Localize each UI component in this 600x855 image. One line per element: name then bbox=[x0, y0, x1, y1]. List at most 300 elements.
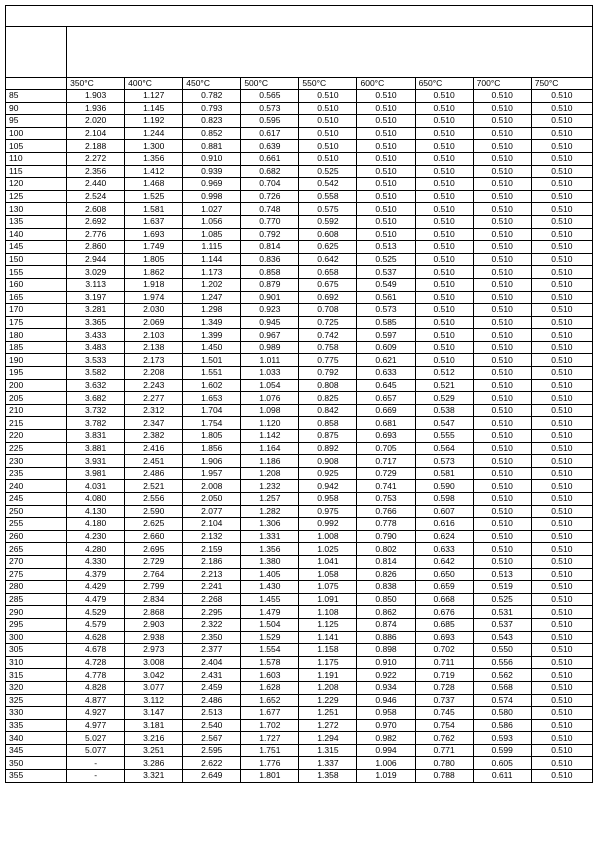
value-cell: 0.836 bbox=[241, 253, 299, 266]
value-cell: 0.788 bbox=[415, 770, 473, 783]
value-cell: 0.574 bbox=[473, 694, 531, 707]
value-cell: 3.782 bbox=[67, 417, 125, 430]
value-cell: 0.967 bbox=[241, 329, 299, 342]
value-cell: 0.573 bbox=[357, 304, 415, 317]
value-cell: 0.510 bbox=[531, 178, 592, 191]
value-cell: 0.565 bbox=[241, 90, 299, 103]
value-cell: 0.633 bbox=[415, 543, 473, 556]
value-cell: 2.595 bbox=[183, 744, 241, 757]
row-key-cell: 145 bbox=[6, 241, 67, 254]
row-key-cell: 285 bbox=[6, 593, 67, 606]
row-key-cell: 235 bbox=[6, 467, 67, 480]
value-cell: 0.717 bbox=[357, 455, 415, 468]
table-row bbox=[6, 367, 593, 380]
value-cell: 0.910 bbox=[183, 152, 241, 165]
value-cell: 1.603 bbox=[241, 669, 299, 682]
value-cell: 0.525 bbox=[357, 253, 415, 266]
value-cell: 0.510 bbox=[299, 127, 357, 140]
value-cell: 5.077 bbox=[67, 744, 125, 757]
value-cell: 0.510 bbox=[473, 493, 531, 506]
value-cell: 2.186 bbox=[183, 555, 241, 568]
value-cell: 2.347 bbox=[125, 417, 183, 430]
value-cell: 1.677 bbox=[241, 707, 299, 720]
value-cell: 1.091 bbox=[299, 593, 357, 606]
table-row bbox=[6, 392, 593, 405]
row-key-cell: 135 bbox=[6, 215, 67, 228]
value-cell: 0.898 bbox=[357, 644, 415, 657]
value-cell: 0.573 bbox=[241, 102, 299, 115]
value-cell: 0.510 bbox=[531, 253, 592, 266]
value-cell: 2.241 bbox=[183, 581, 241, 594]
value-cell: 1.628 bbox=[241, 681, 299, 694]
value-cell: 1.581 bbox=[125, 203, 183, 216]
value-cell: 3.112 bbox=[125, 694, 183, 707]
value-cell: 2.104 bbox=[183, 518, 241, 531]
table-row bbox=[6, 278, 593, 291]
value-cell: 0.597 bbox=[357, 329, 415, 342]
value-cell: 4.678 bbox=[67, 644, 125, 657]
value-cell: 0.939 bbox=[183, 165, 241, 178]
value-cell: 0.970 bbox=[357, 719, 415, 732]
value-cell: 0.531 bbox=[473, 606, 531, 619]
value-cell: 1.300 bbox=[125, 140, 183, 153]
value-cell: 0.908 bbox=[299, 455, 357, 468]
value-cell: 1.229 bbox=[299, 694, 357, 707]
table-row bbox=[6, 404, 593, 417]
value-cell: 0.510 bbox=[299, 140, 357, 153]
table-row bbox=[6, 467, 593, 480]
value-cell: 0.692 bbox=[299, 291, 357, 304]
row-key-cell: 150 bbox=[6, 253, 67, 266]
value-cell: 2.431 bbox=[183, 669, 241, 682]
value-cell: 1.192 bbox=[125, 115, 183, 128]
value-cell: 2.243 bbox=[125, 379, 183, 392]
row-key-cell: 335 bbox=[6, 719, 67, 732]
value-cell: 5.027 bbox=[67, 732, 125, 745]
value-cell: 2.050 bbox=[183, 493, 241, 506]
table-row bbox=[6, 581, 593, 594]
value-cell: 0.510 bbox=[473, 90, 531, 103]
value-cell: 2.622 bbox=[183, 757, 241, 770]
value-cell: 0.946 bbox=[357, 694, 415, 707]
header-corner-cell bbox=[6, 27, 67, 78]
value-cell: 0.510 bbox=[473, 467, 531, 480]
value-cell: 0.510 bbox=[357, 127, 415, 140]
value-cell: 3.286 bbox=[125, 757, 183, 770]
value-cell: 0.650 bbox=[415, 568, 473, 581]
temperature-header-cell: 500°C bbox=[241, 78, 299, 90]
value-cell: 0.775 bbox=[299, 354, 357, 367]
value-cell: 0.616 bbox=[415, 518, 473, 531]
value-cell: 0.510 bbox=[531, 190, 592, 203]
value-cell: 1.251 bbox=[299, 707, 357, 720]
value-cell: 1.754 bbox=[183, 417, 241, 430]
value-cell: 1.006 bbox=[357, 757, 415, 770]
value-cell: 0.510 bbox=[531, 593, 592, 606]
value-cell: 0.510 bbox=[531, 455, 592, 468]
value-cell: 2.486 bbox=[183, 694, 241, 707]
value-cell: 0.510 bbox=[415, 90, 473, 103]
value-cell: 0.881 bbox=[183, 140, 241, 153]
value-cell: 4.579 bbox=[67, 618, 125, 631]
value-cell: 2.404 bbox=[183, 656, 241, 669]
row-key-cell: 255 bbox=[6, 518, 67, 531]
value-cell: 0.561 bbox=[357, 291, 415, 304]
value-cell: 3.216 bbox=[125, 732, 183, 745]
value-cell: 0.605 bbox=[473, 757, 531, 770]
value-cell: 0.592 bbox=[299, 215, 357, 228]
row-key-cell: 90 bbox=[6, 102, 67, 115]
value-cell: 0.510 bbox=[531, 555, 592, 568]
row-key-cell: 160 bbox=[6, 278, 67, 291]
value-cell: 1.294 bbox=[299, 732, 357, 745]
data-table bbox=[5, 5, 593, 783]
table-row bbox=[6, 102, 593, 115]
table-row bbox=[6, 165, 593, 178]
value-cell: 3.113 bbox=[67, 278, 125, 291]
table-row bbox=[6, 241, 593, 254]
value-cell: 1.704 bbox=[183, 404, 241, 417]
value-cell: 2.764 bbox=[125, 568, 183, 581]
value-cell: 1.173 bbox=[183, 266, 241, 279]
value-cell: 0.510 bbox=[531, 90, 592, 103]
value-cell: 4.130 bbox=[67, 505, 125, 518]
value-cell: 2.020 bbox=[67, 115, 125, 128]
value-cell: 0.510 bbox=[531, 719, 592, 732]
value-cell: 2.268 bbox=[183, 593, 241, 606]
value-cell: 4.479 bbox=[67, 593, 125, 606]
value-cell: 0.910 bbox=[357, 656, 415, 669]
value-cell: 1.008 bbox=[299, 530, 357, 543]
value-cell: 0.510 bbox=[473, 190, 531, 203]
value-cell: 0.958 bbox=[299, 493, 357, 506]
value-cell: 1.455 bbox=[241, 593, 299, 606]
value-cell: 0.858 bbox=[299, 417, 357, 430]
value-cell: 0.510 bbox=[473, 102, 531, 115]
value-cell: 2.938 bbox=[125, 631, 183, 644]
value-cell: 0.510 bbox=[531, 404, 592, 417]
value-cell: 1.208 bbox=[299, 681, 357, 694]
value-cell: 3.483 bbox=[67, 341, 125, 354]
value-cell: 1.033 bbox=[241, 367, 299, 380]
value-cell: 0.580 bbox=[473, 707, 531, 720]
value-cell: 1.405 bbox=[241, 568, 299, 581]
table-row bbox=[6, 744, 593, 757]
value-cell: 2.540 bbox=[183, 719, 241, 732]
value-cell: 3.321 bbox=[125, 770, 183, 783]
value-cell: 4.778 bbox=[67, 669, 125, 682]
value-cell: 2.695 bbox=[125, 543, 183, 556]
value-cell: 2.903 bbox=[125, 618, 183, 631]
value-cell: 3.732 bbox=[67, 404, 125, 417]
temperature-header-cell: 350°C bbox=[67, 78, 125, 90]
row-key-cell: 325 bbox=[6, 694, 67, 707]
value-cell: 0.668 bbox=[415, 593, 473, 606]
value-cell: 0.510 bbox=[473, 354, 531, 367]
value-cell: 4.180 bbox=[67, 518, 125, 531]
value-cell: 0.510 bbox=[473, 152, 531, 165]
value-cell: 1.125 bbox=[299, 618, 357, 631]
value-cell: 0.575 bbox=[299, 203, 357, 216]
table-row bbox=[6, 140, 593, 153]
value-cell: 1.501 bbox=[183, 354, 241, 367]
temperature-header-corner bbox=[6, 78, 67, 90]
row-key-cell: 95 bbox=[6, 115, 67, 128]
table-row bbox=[6, 732, 593, 745]
value-cell: 0.748 bbox=[241, 203, 299, 216]
value-cell: 2.608 bbox=[67, 203, 125, 216]
value-cell: 0.510 bbox=[473, 392, 531, 405]
value-cell: 0.625 bbox=[299, 241, 357, 254]
value-cell: 0.510 bbox=[531, 115, 592, 128]
value-cell: 2.590 bbox=[125, 505, 183, 518]
value-cell: 0.814 bbox=[241, 241, 299, 254]
value-cell: 0.510 bbox=[473, 379, 531, 392]
value-cell: 0.510 bbox=[531, 102, 592, 115]
value-cell: 0.770 bbox=[241, 215, 299, 228]
value-cell: 2.103 bbox=[125, 329, 183, 342]
value-cell: 0.510 bbox=[531, 480, 592, 493]
value-cell: 0.510 bbox=[357, 190, 415, 203]
value-cell: 2.077 bbox=[183, 505, 241, 518]
value-cell: 3.251 bbox=[125, 744, 183, 757]
value-cell: 2.377 bbox=[183, 644, 241, 657]
value-cell: 4.877 bbox=[67, 694, 125, 707]
value-cell: 0.792 bbox=[299, 367, 357, 380]
table-row bbox=[6, 379, 593, 392]
value-cell: 0.510 bbox=[531, 732, 592, 745]
value-cell: 0.923 bbox=[241, 304, 299, 317]
value-cell: 0.521 bbox=[415, 379, 473, 392]
row-key-cell: 250 bbox=[6, 505, 67, 518]
value-cell: 4.230 bbox=[67, 530, 125, 543]
value-cell: 1.380 bbox=[241, 555, 299, 568]
value-cell: 4.080 bbox=[67, 493, 125, 506]
value-cell: 1.805 bbox=[125, 253, 183, 266]
value-cell: 0.510 bbox=[415, 304, 473, 317]
value-cell: 0.573 bbox=[415, 455, 473, 468]
value-cell: 1.337 bbox=[299, 757, 357, 770]
value-cell: 0.510 bbox=[415, 178, 473, 191]
value-cell: 0.510 bbox=[473, 442, 531, 455]
value-cell: 4.330 bbox=[67, 555, 125, 568]
value-cell: 1.208 bbox=[241, 467, 299, 480]
value-cell: 0.758 bbox=[299, 341, 357, 354]
value-cell: 0.568 bbox=[473, 681, 531, 694]
row-key-cell: 170 bbox=[6, 304, 67, 317]
value-cell: 1.751 bbox=[241, 744, 299, 757]
value-cell: 1.315 bbox=[299, 744, 357, 757]
value-cell: 0.525 bbox=[299, 165, 357, 178]
value-cell: 0.510 bbox=[473, 543, 531, 556]
table-row bbox=[6, 203, 593, 216]
value-cell: 0.510 bbox=[415, 215, 473, 228]
value-cell: 0.510 bbox=[473, 367, 531, 380]
table-title-cell bbox=[6, 6, 593, 27]
value-cell: 0.510 bbox=[415, 341, 473, 354]
value-cell: 0.510 bbox=[531, 442, 592, 455]
value-cell: 0.510 bbox=[531, 493, 592, 506]
value-cell: 2.556 bbox=[125, 493, 183, 506]
value-cell: 1.027 bbox=[183, 203, 241, 216]
value-cell: 0.510 bbox=[531, 291, 592, 304]
value-cell: 0.510 bbox=[531, 467, 592, 480]
value-cell: 0.547 bbox=[415, 417, 473, 430]
value-cell: 0.728 bbox=[415, 681, 473, 694]
value-cell: 0.609 bbox=[357, 341, 415, 354]
value-cell: 0.564 bbox=[415, 442, 473, 455]
table-body bbox=[6, 6, 593, 783]
value-cell: 0.555 bbox=[415, 430, 473, 443]
value-cell: 0.510 bbox=[415, 203, 473, 216]
value-cell: 0.510 bbox=[531, 606, 592, 619]
value-cell: 4.927 bbox=[67, 707, 125, 720]
table-title-row bbox=[6, 6, 593, 27]
value-cell: 0.558 bbox=[299, 190, 357, 203]
value-cell: 0.510 bbox=[473, 505, 531, 518]
value-cell: 0.510 bbox=[531, 543, 592, 556]
value-cell: 1.551 bbox=[183, 367, 241, 380]
table-row bbox=[6, 90, 593, 103]
value-cell: 0.705 bbox=[357, 442, 415, 455]
value-cell: 1.011 bbox=[241, 354, 299, 367]
value-cell: 2.973 bbox=[125, 644, 183, 657]
value-cell: 1.358 bbox=[299, 770, 357, 783]
value-cell: 0.510 bbox=[357, 90, 415, 103]
value-cell: 0.624 bbox=[415, 530, 473, 543]
value-cell: 0.874 bbox=[357, 618, 415, 631]
table-row bbox=[6, 505, 593, 518]
value-cell: 1.054 bbox=[241, 379, 299, 392]
value-cell: 0.862 bbox=[357, 606, 415, 619]
temperature-header-row bbox=[6, 78, 593, 90]
value-cell: 0.510 bbox=[299, 115, 357, 128]
value-cell: 1.041 bbox=[299, 555, 357, 568]
table-row bbox=[6, 228, 593, 241]
value-cell: 0.513 bbox=[473, 568, 531, 581]
value-cell: 1.349 bbox=[183, 316, 241, 329]
value-cell: 2.138 bbox=[125, 341, 183, 354]
row-key-cell: 240 bbox=[6, 480, 67, 493]
value-cell: 2.459 bbox=[183, 681, 241, 694]
table-row bbox=[6, 681, 593, 694]
value-cell: 1.186 bbox=[241, 455, 299, 468]
value-cell: 0.510 bbox=[531, 392, 592, 405]
value-cell: 0.693 bbox=[357, 430, 415, 443]
table-row bbox=[6, 518, 593, 531]
value-cell: 0.792 bbox=[241, 228, 299, 241]
value-cell: 0.790 bbox=[357, 530, 415, 543]
value-cell: 1.244 bbox=[125, 127, 183, 140]
value-cell: 0.538 bbox=[415, 404, 473, 417]
value-cell: 0.510 bbox=[299, 90, 357, 103]
value-cell: 0.657 bbox=[357, 392, 415, 405]
row-key-cell: 340 bbox=[6, 732, 67, 745]
table-row bbox=[6, 707, 593, 720]
value-cell: 0.510 bbox=[357, 215, 415, 228]
value-cell: 3.029 bbox=[67, 266, 125, 279]
value-cell: 2.625 bbox=[125, 518, 183, 531]
value-cell: 0.512 bbox=[415, 367, 473, 380]
value-cell: 0.510 bbox=[473, 304, 531, 317]
value-cell: 0.510 bbox=[531, 656, 592, 669]
value-cell: 4.429 bbox=[67, 581, 125, 594]
row-key-cell: 290 bbox=[6, 606, 67, 619]
value-cell: 0.989 bbox=[241, 341, 299, 354]
value-cell: 0.510 bbox=[415, 127, 473, 140]
table-row bbox=[6, 341, 593, 354]
value-cell: - bbox=[67, 757, 125, 770]
value-cell: 0.510 bbox=[473, 430, 531, 443]
value-cell: 0.510 bbox=[415, 102, 473, 115]
row-key-cell: 345 bbox=[6, 744, 67, 757]
value-cell: 1.702 bbox=[241, 719, 299, 732]
value-cell: 0.780 bbox=[415, 757, 473, 770]
value-cell: 0.850 bbox=[357, 593, 415, 606]
row-key-cell: 165 bbox=[6, 291, 67, 304]
row-key-cell: 200 bbox=[6, 379, 67, 392]
value-cell: 0.766 bbox=[357, 505, 415, 518]
table-row bbox=[6, 555, 593, 568]
value-cell: 0.708 bbox=[299, 304, 357, 317]
value-cell: 3.881 bbox=[67, 442, 125, 455]
value-cell: 4.828 bbox=[67, 681, 125, 694]
value-cell: 0.510 bbox=[415, 152, 473, 165]
value-cell: 0.542 bbox=[299, 178, 357, 191]
value-cell: 1.085 bbox=[183, 228, 241, 241]
value-cell: 0.590 bbox=[415, 480, 473, 493]
value-cell: 1.468 bbox=[125, 178, 183, 191]
value-cell: 3.931 bbox=[67, 455, 125, 468]
value-cell: 4.628 bbox=[67, 631, 125, 644]
value-cell: 1.412 bbox=[125, 165, 183, 178]
value-cell: 1.141 bbox=[299, 631, 357, 644]
row-key-cell: 210 bbox=[6, 404, 67, 417]
value-cell: 4.977 bbox=[67, 719, 125, 732]
row-key-cell: 115 bbox=[6, 165, 67, 178]
header-caption-cell bbox=[67, 27, 593, 78]
value-cell: 0.510 bbox=[531, 266, 592, 279]
row-key-cell: 225 bbox=[6, 442, 67, 455]
value-cell: 2.208 bbox=[125, 367, 183, 380]
value-cell: 2.451 bbox=[125, 455, 183, 468]
value-cell: 0.886 bbox=[357, 631, 415, 644]
row-key-cell: 140 bbox=[6, 228, 67, 241]
value-cell: 2.567 bbox=[183, 732, 241, 745]
row-key-cell: 330 bbox=[6, 707, 67, 720]
row-key-cell: 205 bbox=[6, 392, 67, 405]
value-cell: 0.510 bbox=[531, 329, 592, 342]
value-cell: 1.298 bbox=[183, 304, 241, 317]
table-row bbox=[6, 480, 593, 493]
value-cell: 0.525 bbox=[473, 593, 531, 606]
value-cell: 2.524 bbox=[67, 190, 125, 203]
value-cell: 0.510 bbox=[357, 203, 415, 216]
row-key-cell: 260 bbox=[6, 530, 67, 543]
value-cell: 3.365 bbox=[67, 316, 125, 329]
value-cell: 0.969 bbox=[183, 178, 241, 191]
value-cell: 2.649 bbox=[183, 770, 241, 783]
value-cell: 2.486 bbox=[125, 467, 183, 480]
value-cell: 0.510 bbox=[531, 354, 592, 367]
value-cell: 1.903 bbox=[67, 90, 125, 103]
value-cell: 0.510 bbox=[473, 329, 531, 342]
value-cell: 1.856 bbox=[183, 442, 241, 455]
value-cell: 1.805 bbox=[183, 430, 241, 443]
value-cell: 0.510 bbox=[299, 152, 357, 165]
value-cell: 0.510 bbox=[531, 757, 592, 770]
value-cell: 1.142 bbox=[241, 430, 299, 443]
